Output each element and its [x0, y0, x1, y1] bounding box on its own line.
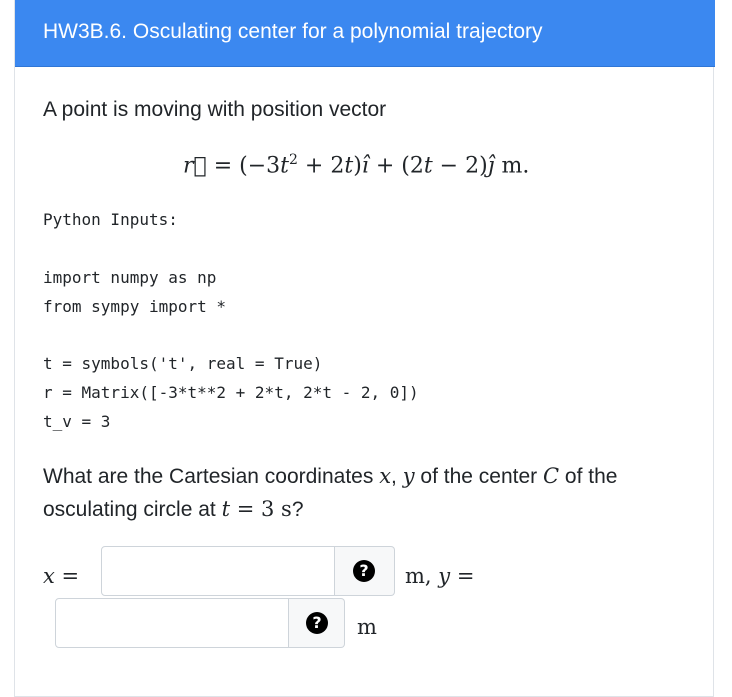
code-line: t = symbols('t', real = True): [43, 354, 323, 373]
code-line: t_v = 3: [43, 412, 111, 431]
question-text: What are the Cartesian coordinates x, y of the center C of the osculating circle at t = 3 s?: [43, 464, 618, 521]
y-unit-label: m: [357, 615, 377, 639]
code-line: r = Matrix([-3*t**2 + 2*t, 2*t - 2, 0]): [43, 383, 419, 402]
position-equation: r⃗ = ($-3t^2$ + 2t)ı̂ + (2t − 2)ȷ̂ m.: [183, 152, 530, 179]
x-help-button[interactable]: [335, 546, 395, 596]
question-mark-icon: ?: [353, 560, 375, 582]
y-help-button[interactable]: [289, 598, 345, 648]
card-header: [15, 0, 715, 67]
x-answer-input[interactable]: [101, 546, 335, 596]
x-label: x =: [43, 564, 80, 588]
question-mark-icon: ?: [306, 612, 328, 634]
intro-text: A point is moving with position vector: [43, 98, 387, 121]
question-title: HW3B.6. Osculating center for a polynomial trajectory: [43, 20, 543, 43]
question-card: [14, 0, 714, 697]
python-inputs-label: Python Inputs:: [43, 210, 178, 229]
x-unit-label: m, y =: [405, 564, 475, 588]
code-line: import numpy as np: [43, 268, 217, 287]
code-line: from sympy import *: [43, 297, 227, 316]
y-answer-input[interactable]: [55, 598, 289, 648]
